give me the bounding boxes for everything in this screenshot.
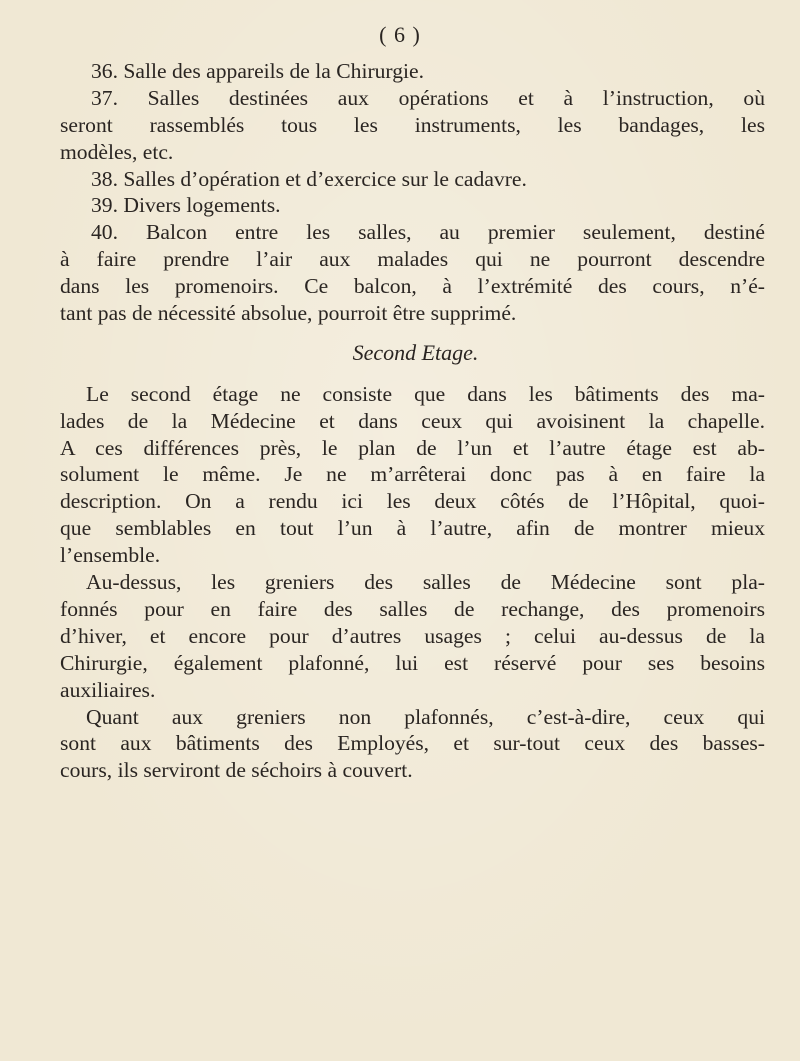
paragraph-2-line-4: Chirurgie, également plafonné, lui est réservé pour ses besoins [60,650,765,675]
item-40-line-2: à faire prendre l’air aux malades qui ne pourront descendre [60,247,765,272]
paragraph-1-line-7: l’ensemble. [60,543,161,568]
paragraph-3-line-1: Quant aux greniers non plafonnés, c’est-à-dire, ceux qui [86,704,765,729]
paragraph-2-line-2: fonnés pour en faire des salles de rechange, des promenoirs [60,596,765,621]
paragraph-3-line-3: cours, ils serviront de séchoirs à couvert. [60,758,413,783]
paragraph-1-line-4: solument le même. Je ne m’arrêterai donc pas à en faire la [60,462,765,487]
page-body [60,58,765,784]
paragraph-2-line-3: d’hiver, et encore pour d’autres usages ; celui au-dessus de la [60,623,765,648]
paragraph-1-line-3: A ces différences près, le plan de l’un et l’autre étage est ab- [60,435,765,460]
item-37-line-2: seront rassemblés tous les instruments, les bandages, les [60,112,765,137]
paragraph-1-line-5: description. On a rendu ici les deux côtés de l’Hôpital, quoi- [60,489,765,514]
item-40-line-3: dans les promenoirs. Ce balcon, à l’extrémité des cours, n’é- [60,274,765,299]
paragraph-3-line-2: sont aux bâtiments des Employés, et sur-tout ceux des basses- [60,731,765,756]
paragraph-2-line-1: Au-dessus, les greniers des salles de Médecine sont pla- [86,570,765,595]
item-40-line-4: tant pas de nécessité absolue, pourroit être supprimé. [60,301,517,326]
item-37-line-1: 37. Salles destinées aux opérations et à l’instruction, où [91,85,765,110]
section-heading: Second Etage. [352,339,479,365]
paragraph-1-line-2: lades de la Médecine et dans ceux qui avoisinent la chapelle. [60,408,765,433]
paragraph-2-line-5: auxiliaires. [60,677,156,702]
item-40-line-1: 40. Balcon entre les salles, au premier seulement, destiné [91,220,765,245]
item-37-line-3: modèles, etc. [60,139,174,164]
item-39: 39. Divers logements. [91,193,281,218]
page-number: ( 6 ) [379,22,421,47]
item-36: 36. Salle des appareils de la Chirurgie. [91,59,425,83]
item-38: 38. Salles d’opération et d’exercice sur le cadavre. [91,166,527,191]
paragraph-1-line-1: Le second étage ne consiste que dans les bâtiments des ma- [86,381,765,406]
paragraph-1-line-6: que semblables en tout l’un à l’autre, afin de montrer mieux [60,516,765,541]
